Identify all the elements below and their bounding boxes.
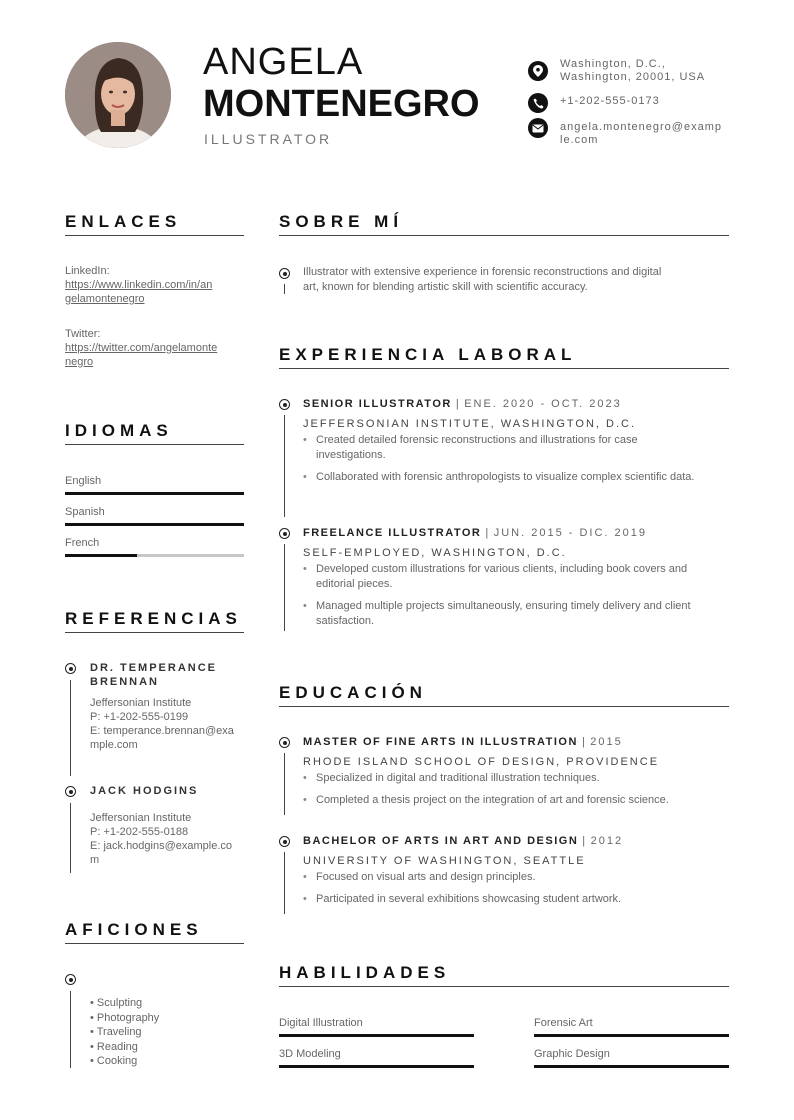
degree-bullets [303,771,733,808]
skill-name: Forensic Art [534,1017,593,1029]
job-bullet: • Developed custom illustrations for various clients, including book covers and editorial pieces. [303,562,728,592]
skill-bar [534,1065,729,1068]
hobby-item: • Cooking [90,1055,138,1067]
twitter-link[interactable] [65,341,245,369]
job-heading: FREELANCE ILLUSTRATOR | JUN. 2015 - DIC. 2019 [303,527,648,539]
reference-org: Jeffersonian Institute [90,812,192,824]
timeline-dot [279,737,290,748]
timeline-line [70,680,71,776]
job-bullets [303,562,728,629]
reference-entry [90,784,250,867]
languages-section-title: IDIOMAS [65,421,173,440]
hobby-item: • Photography [90,1011,160,1024]
degree-bullet: • Specialized in digital and traditional illustration techniques. [303,771,733,786]
job-title: FREELANCE ILLUSTRATOR [303,527,482,539]
reference-phone: P: +1-202-555-0199 [90,711,189,723]
job-organization: JEFFERSONIAN INSTITUTE, WASHINGTON, D.C. [303,418,637,430]
references-section-title: REFERENCIAS [65,609,242,628]
location-icon [528,61,548,81]
about-text [303,265,733,295]
hobbies-list [90,996,159,1069]
job-bullet: • Collaborated with forensic anthropologists to visualize complex scientific data. [303,470,703,485]
job-bullets [303,433,703,485]
email-line-1: angela.montenegro@examp [560,121,722,133]
twitter-url-line-1[interactable]: https://twitter.com/angelamonte [65,342,218,354]
email-icon [528,118,548,138]
address-line-1: Washington, D.C., [560,58,666,70]
hobbies-divider [65,943,244,944]
experience-entry [303,398,733,492]
experience-entry [303,527,733,636]
reference-email-line-2: m [90,854,100,866]
job-role: ILLUSTRATOR [204,131,333,147]
timeline-dot [279,528,290,539]
address-line-2: Washington, 20001, USA [560,71,706,83]
hobby-label: Cooking [96,1055,138,1067]
language-bar-fill [65,523,244,526]
degree-bullet: • Completed a thesis project on the integration of art and forensic science. [303,793,733,808]
languages-divider [65,444,244,445]
timeline-dot [65,663,76,674]
timeline-line [284,415,285,517]
reference-email-line-1: E: jack.hodgins@example.co [90,840,233,852]
language-bar [65,523,244,526]
education-section-title: EDUCACIÓN [279,683,427,702]
skill-bar [279,1065,474,1068]
linkedin-url-line-2[interactable]: gelamontenegro [65,293,145,305]
skill-name: 3D Modeling [279,1048,341,1060]
job-organization: SELF-EMPLOYED, WASHINGTON, D.C. [303,547,567,559]
hobby-label: Sculpting [96,997,143,1009]
about-divider [279,235,729,236]
skill-bar [534,1034,729,1037]
skills-divider [279,986,729,987]
linkedin-entry [65,264,245,306]
email-address[interactable] [560,121,735,147]
degree-date: 2012 [590,835,624,847]
phone-number: +1-202-555-0173 [560,95,660,107]
skill-name: Digital Illustration [279,1017,363,1029]
reference-entry [90,661,250,752]
degree-heading: MASTER OF FINE ARTS IN ILLUSTRATION | 2015 [303,736,623,748]
language-bar-fill [65,492,244,495]
email-line-2: le.com [560,134,599,146]
skill-bar [279,1034,474,1037]
language-bar-fill [65,554,137,557]
school-name: UNIVERSITY OF WASHINGTON, SEATTLE [303,855,586,867]
hobby-label: Reading [96,1040,138,1053]
skill-bar-fill [534,1065,729,1068]
timeline-line [284,544,285,631]
skill-bar-fill [279,1065,474,1068]
degree-bullet: • Focused on visual arts and design principles. [303,870,733,885]
language-bar [65,492,244,495]
last-name: MONTENEGRO [203,83,480,125]
reference-phone: P: +1-202-555-0188 [90,826,189,838]
degree-bullet: • Participated in several exhibitions showcasing student artwork. [303,892,733,907]
timeline-dot [279,399,290,410]
skill-bar-fill [279,1034,474,1037]
experience-divider [279,368,729,369]
education-divider [279,706,729,707]
degree-title: BACHELOR OF ARTS IN ART AND DESIGN [303,835,579,847]
timeline-dot [65,786,76,797]
reference-email-line-2: mple.com [90,739,138,751]
first-name: ANGELA [203,41,364,83]
education-entry [303,736,733,815]
timeline-line [284,852,285,914]
experience-section-title: EXPERIENCIA LABORAL [279,345,577,364]
degree-title: MASTER OF FINE ARTS IN ILLUSTRATION [303,736,578,748]
reference-name-line-1: DR. TEMPERANCE [90,662,218,674]
reference-email-line-1: E: temperance.brennan@exa [90,725,234,737]
timeline-line [284,284,285,294]
education-entry [303,835,733,914]
language-name: English [65,475,102,487]
timeline-line [70,803,71,873]
job-date: JUN. 2015 - DIC. 2019 [493,527,648,539]
job-date: ENE. 2020 - OCT. 2023 [464,398,622,410]
timeline-dot [279,836,290,847]
reference-name-line-2: BRENNAN [90,676,159,688]
links-divider [65,235,244,236]
timeline-dot [65,974,76,985]
linkedin-link[interactable] [65,278,245,306]
twitter-label: Twitter: [65,328,101,340]
job-title: SENIOR ILLUSTRATOR [303,398,452,410]
skill-name: Graphic Design [534,1048,610,1060]
linkedin-url-line-1[interactable]: https://www.linkedin.com/in/an [65,279,213,291]
profile-photo [65,42,171,148]
hobby-label: Photography [96,1011,160,1024]
portrait-image [65,42,171,148]
language-name: Spanish [65,506,105,518]
language-bar [65,554,244,557]
hobbies-section-title: AFICIONES [65,920,203,939]
degree-heading: BACHELOR OF ARTS IN ART AND DESIGN | 2012 [303,835,624,847]
school-name: RHODE ISLAND SCHOOL OF DESIGN, PROVIDENCE [303,756,660,768]
timeline-line [70,991,71,1068]
links-section-title: ENLACES [65,212,182,231]
degree-date: 2015 [590,736,623,748]
about-text-line-2: art, known for blending artistic skill with scientific accuracy. [303,281,588,293]
about-section-title: SOBRE MÍ [279,212,404,231]
reference-org: Jeffersonian Institute [90,697,192,709]
address [560,58,735,84]
timeline-dot [279,268,290,279]
reference-name-line-1: JACK HODGINS [90,785,199,797]
language-name: French [65,537,100,549]
timeline-line [284,753,285,815]
job-bullet: • Created detailed forensic reconstructions and illustrations for case investigations. [303,433,703,463]
skills-section-title: HABILIDADES [279,963,451,982]
phone-icon [528,93,548,113]
twitter-url-line-2[interactable]: negro [65,356,94,368]
twitter-entry [65,327,245,369]
references-divider [65,632,244,633]
hobby-item: • Traveling [90,1026,142,1038]
hobby-item: • Sculpting [90,997,143,1009]
hobby-item: • Reading [90,1040,138,1053]
degree-bullets [303,870,733,907]
hobby-label: Traveling [96,1026,142,1038]
about-text-line-1: Illustrator with extensive experience in forensic reconstructions and digital [303,266,662,278]
linkedin-label: LinkedIn: [65,265,110,277]
skill-bar-fill [534,1034,729,1037]
job-bullet: • Managed multiple projects simultaneously, ensuring timely delivery and client satisfaction. [303,599,728,629]
job-heading: SENIOR ILLUSTRATOR | ENE. 2020 - OCT. 2023 [303,398,622,410]
